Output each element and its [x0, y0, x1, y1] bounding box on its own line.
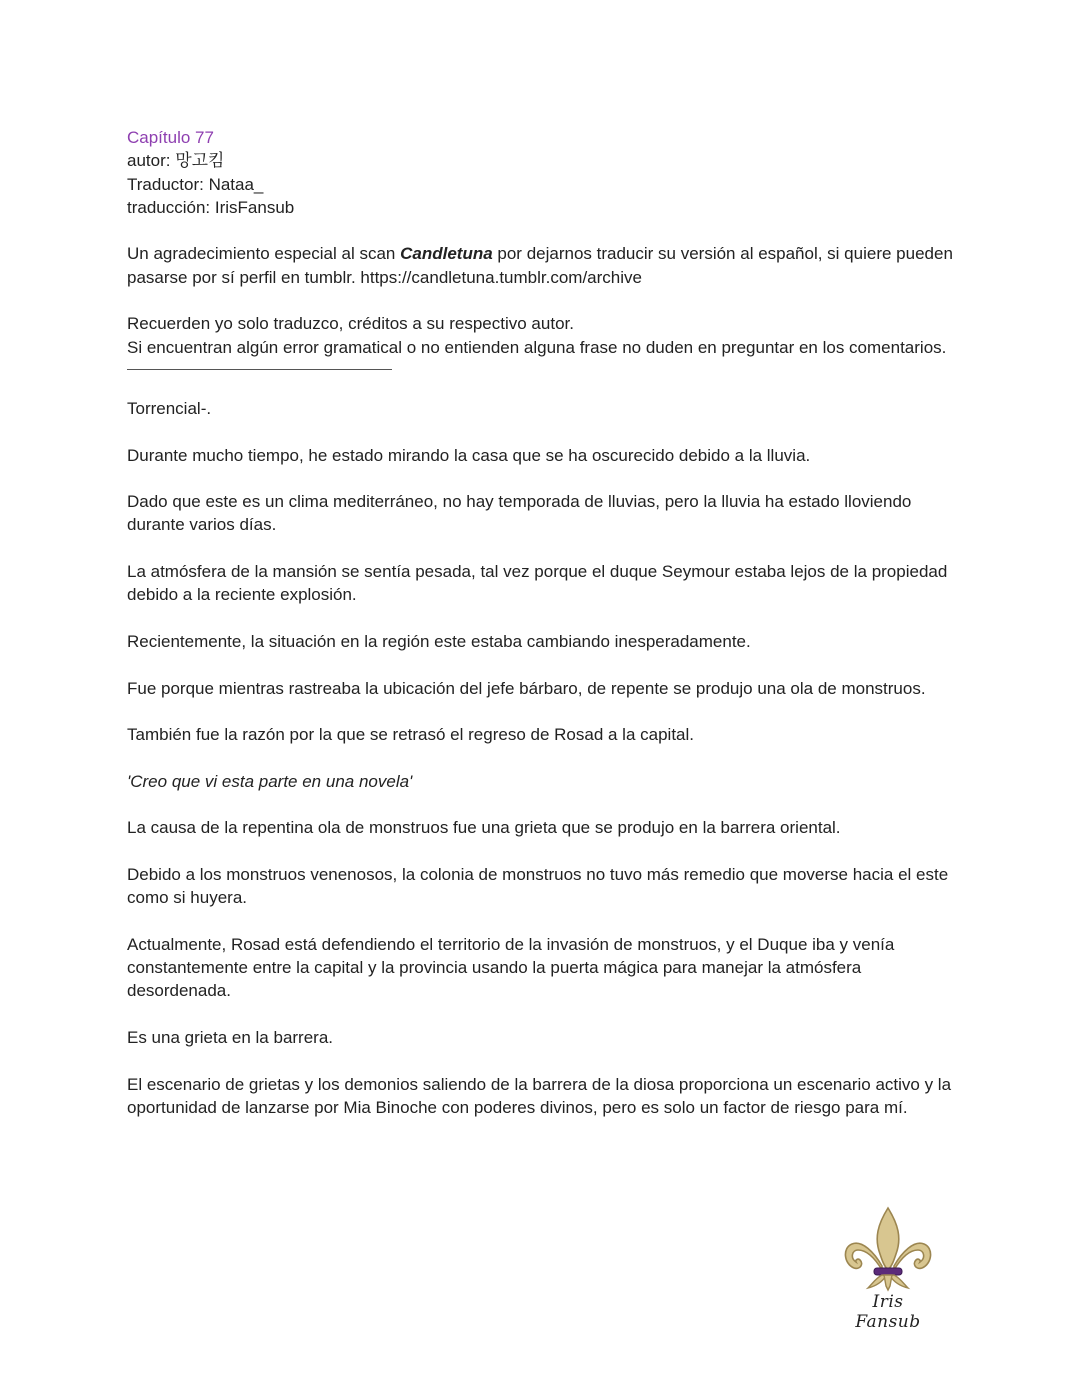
body-paragraph-11: Actualmente, Rosad está defendiendo el territorio de la invasión de monstruos, y el Duque iba y venía constantemente entre la capital y la provincia usando la puerta mágica para manejar la atmósfera desordenada.: [127, 934, 895, 1001]
author-line: autor: 망고킴: [127, 151, 225, 171]
section-divider: [127, 369, 392, 370]
translator-line: Traductor: Nataa_: [127, 174, 264, 194]
body-paragraph-5: Recientemente, la situación en la región este estaba cambiando inesperadamente.: [127, 631, 751, 651]
thanks-prefix: Un agradecimiento especial al scan: [127, 244, 401, 264]
iris-fansub-logo: [838, 1206, 938, 1332]
scan-name: Candletuna: [400, 244, 493, 264]
logo-text: Iris Fansub: [855, 1292, 921, 1332]
translation-line: traducción: IrisFansub: [127, 197, 295, 217]
body-paragraph-6: Fue porque mientras rastreaba la ubicación del jefe bárbaro, de repente se produjo una ola de monstruos.: [127, 678, 926, 698]
body-paragraph-7: También fue la razón por la que se retrasó el regreso de Rosad a la capital.: [127, 725, 694, 745]
note-line-2: Si encuentran algún error gramatical o no entienden alguna frase no duden en preguntar en los comentarios.: [127, 337, 947, 357]
thanks-suffix: por dejarnos traducir su versión al español, si quiere pueden pasarse por sí perfil en tumblr. https://candletuna.tumblr.com/archive: [127, 244, 953, 287]
document-page: [127, 126, 957, 1142]
thanks-paragraph: [127, 242, 957, 289]
chapter-header: [127, 126, 957, 219]
body-paragraph-4: La atmósfera de la mansión se sentía pesada, tal vez porque el duque Seymour estaba lejos de la propiedad debido a la reciente explosión.: [127, 562, 948, 605]
body-paragraph-13: El escenario de grietas y los demonios saliendo de la barrera de la diosa proporciona un escenario activo y la oportunidad de lanzarse por Mia Binoche con poderes divinos, pero es solo un factor de riesgo para mí.: [127, 1074, 952, 1117]
fleur-de-lis-icon: [838, 1206, 938, 1292]
body-paragraph-2: Durante mucho tiempo, he estado mirando la casa que se ha oscurecido debido a la lluvia.: [127, 445, 811, 465]
body-paragraph-8: 'Creo que vi esta parte en una novela': [127, 771, 413, 791]
chapter-title: Capítulo 77: [127, 128, 214, 147]
body-paragraph-1: Torrencial-.: [127, 398, 212, 418]
note-line-1: Recuerden yo solo traduzco, créditos a su respectivo autor.: [127, 314, 574, 334]
notes-paragraph: [127, 312, 957, 359]
body-paragraph-12: Es una grieta en la barrera.: [127, 1027, 334, 1047]
body-paragraph-3: Dado que este es un clima mediterráneo, no hay temporada de lluvias, pero la lluvia ha estado lloviendo durante varios días.: [127, 492, 912, 535]
body-paragraph-9: La causa de la repentina ola de monstruos fue una grieta que se produjo en la barrera oriental.: [127, 818, 841, 838]
body-paragraph-10: Debido a los monstruos venenosos, la colonia de monstruos no tuvo más remedio que moverse hacia el este como si huyera.: [127, 864, 949, 908]
